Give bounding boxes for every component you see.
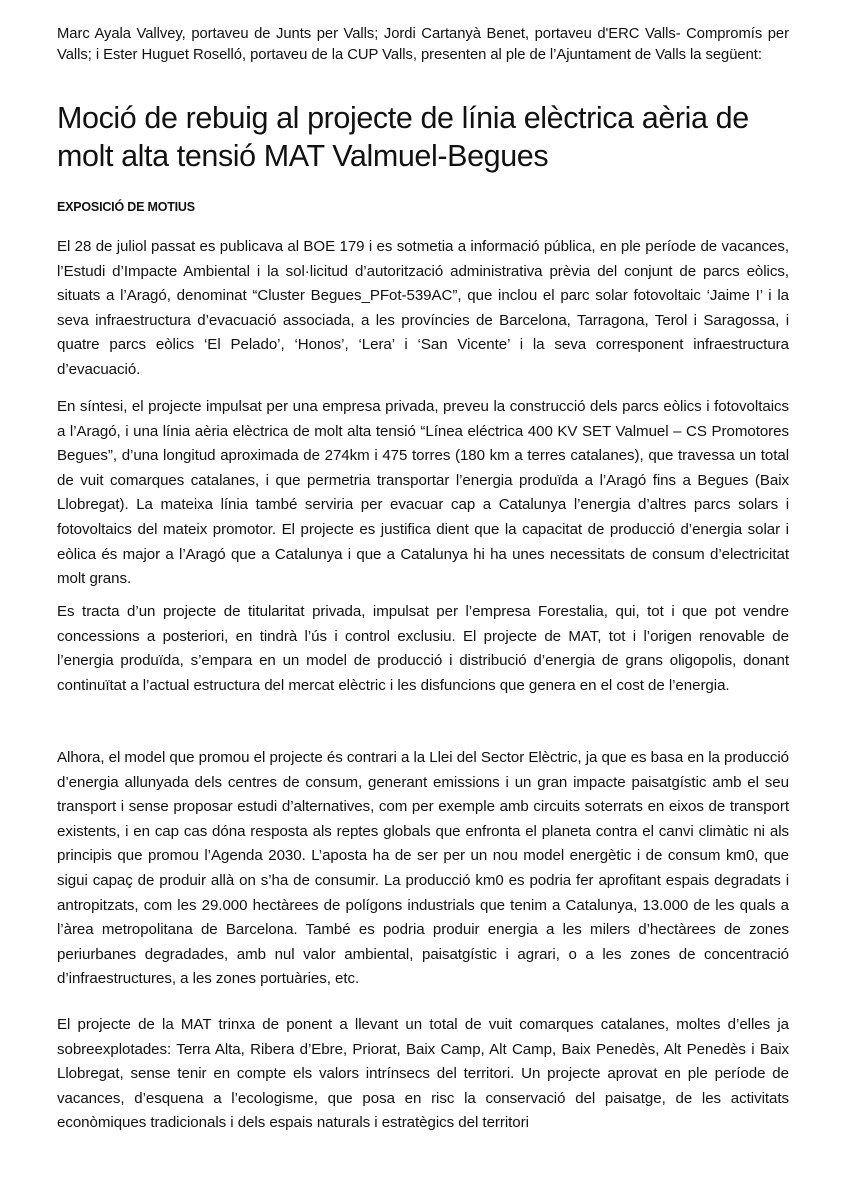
intro-text: Marc Ayala Vallvey, portaveu de Junts per Valls; Jordi Cartanyà Benet, portaveu d'ERC Valls- Compromís per Valls; i Ester Huguet Roselló, portaveu de la CUP Valls, presenten al ple de l’Ajuntament de Valls la següent: [57, 26, 789, 63]
paragraph: Alhora, el model que promou el projecte és contrari a la Llei del Sector Elèctric, ja que es basa en la producció d’energia allunyada dels centres de consum, generant emissions i un gran impacte paisatgístic amb el seu transport i sense proposar estudi d’alternatives, com per exemple amb circuits soterrats en eixos de transport existents, i en cap cas dóna resposta als reptes globals que enfronta el planeta contra el canvi climàtic ni als principis que promou l’Agenda 2030. L’aposta ha de ser per un nou model energètic i de consum km0, que sigui capaç de produir allà on s’ha de consumir. La producció km0 es podria fer aprofitant espais degradats i antropitzats, com les 29.000 hectàrees de polígons industrials que tenim a Catalunya, 13.000 de les quals a l’àrea metropolitana de Barcelona. També es podria produir energia a les milers d’hectàrees de zones periurbanes degradades, amb nul valor ambiental, paisatgístic i agrari, o a les zones de concentració d’infraestructures, a les zones portuàries, etc. [57, 749, 789, 988]
paragraph: En síntesi, el projecte impulsat per una empresa privada, preveu la construcció dels parcs eòlics i fotovoltaics a l’Aragó, i una línia aèria elèctrica de molt alta tensió “Línea eléctrica 400 KV SET Valmuel – CS Promotores Begues”, d’una longitud aproximada de 274km i 475 torres (180 km a terres catalanes), que travessa un total de vuit comarques catalanes, i que permetria transportar l’energia produïda a l’Aragó fins a Begues (Baix Llobregat). La mateixa línia també serviria per evacuar cap a Catalunya l’energia d’altres parcs solars i fotovoltaics del mateix promotor. El projecte es justifica dient que la capacitat de producció d’energia solar i eòlica és major a l’Aragó que a Catalunya i que a Catalunya hi ha unes necessitats de consum d’electricitat molt grans. [57, 398, 789, 588]
paragraph: Es tracta d’un projecte de titularitat privada, impulsat per l’empresa Forestalia, qui, tot i que pot vendre concessions a posteriori, en tindrà l’ús i control exclusiu. El projecte de MAT, tot i l’origen renovable de l’energia produïda, s’empara en un model de producció i distribució d’energia de grans oligopolis, donant continuïtat a l’actual estructura del mercat elèctric i les disfuncions que genera en el cost de l’energia. [57, 603, 789, 694]
section-heading: EXPOSICIÓ DE MOTIUS [57, 200, 195, 214]
document-title: Moció de rebuig al projecte de línia elèctrica aèria de molt alta tensió MAT Valmuel-Begues [57, 101, 749, 173]
paragraph: El projecte de la MAT trinxa de ponent a llevant un total de vuit comarques catalanes, moltes d’elles ja sobreexplotades: Terra Alta, Ribera d’Ebre, Priorat, Baix Camp, Alt Camp, Baix Penedès, Alt Penedès i Baix Llobregat, sense tenir en compte els valors intrínsecs del territori. Un projecte aprovat en ple període de vacances, d’esquena a l’ecologisme, que posa en risc la conservació del paisatge, de les activitats econòmiques tradicionals i dels espais naturals i estratègics del territori [57, 1016, 789, 1132]
paragraph: El 28 de juliol passat es publicava al BOE 179 i es sotmetia a informació pública, en ple període de vacances, l’Estudi d’Impacte Ambiental i la sol·licitud d’autorització administrativa prèvia del conjunt de parcs eòlics, situats a l’Aragó, denominat “Cluster Begues_PFot-539AC”, que inclou el parc solar fotovoltaic ‘Jaime I’ i la seva infraestructura d’evacuació associada, a les províncies de Barcelona, Tarragona, Terol i Saragossa, i quatre parcs eòlics ‘El Pelado’, ‘Honos’, ‘Lera’ i ‘San Vicente’ i la seva corresponent infraestructura d’evacuació. [57, 238, 789, 378]
